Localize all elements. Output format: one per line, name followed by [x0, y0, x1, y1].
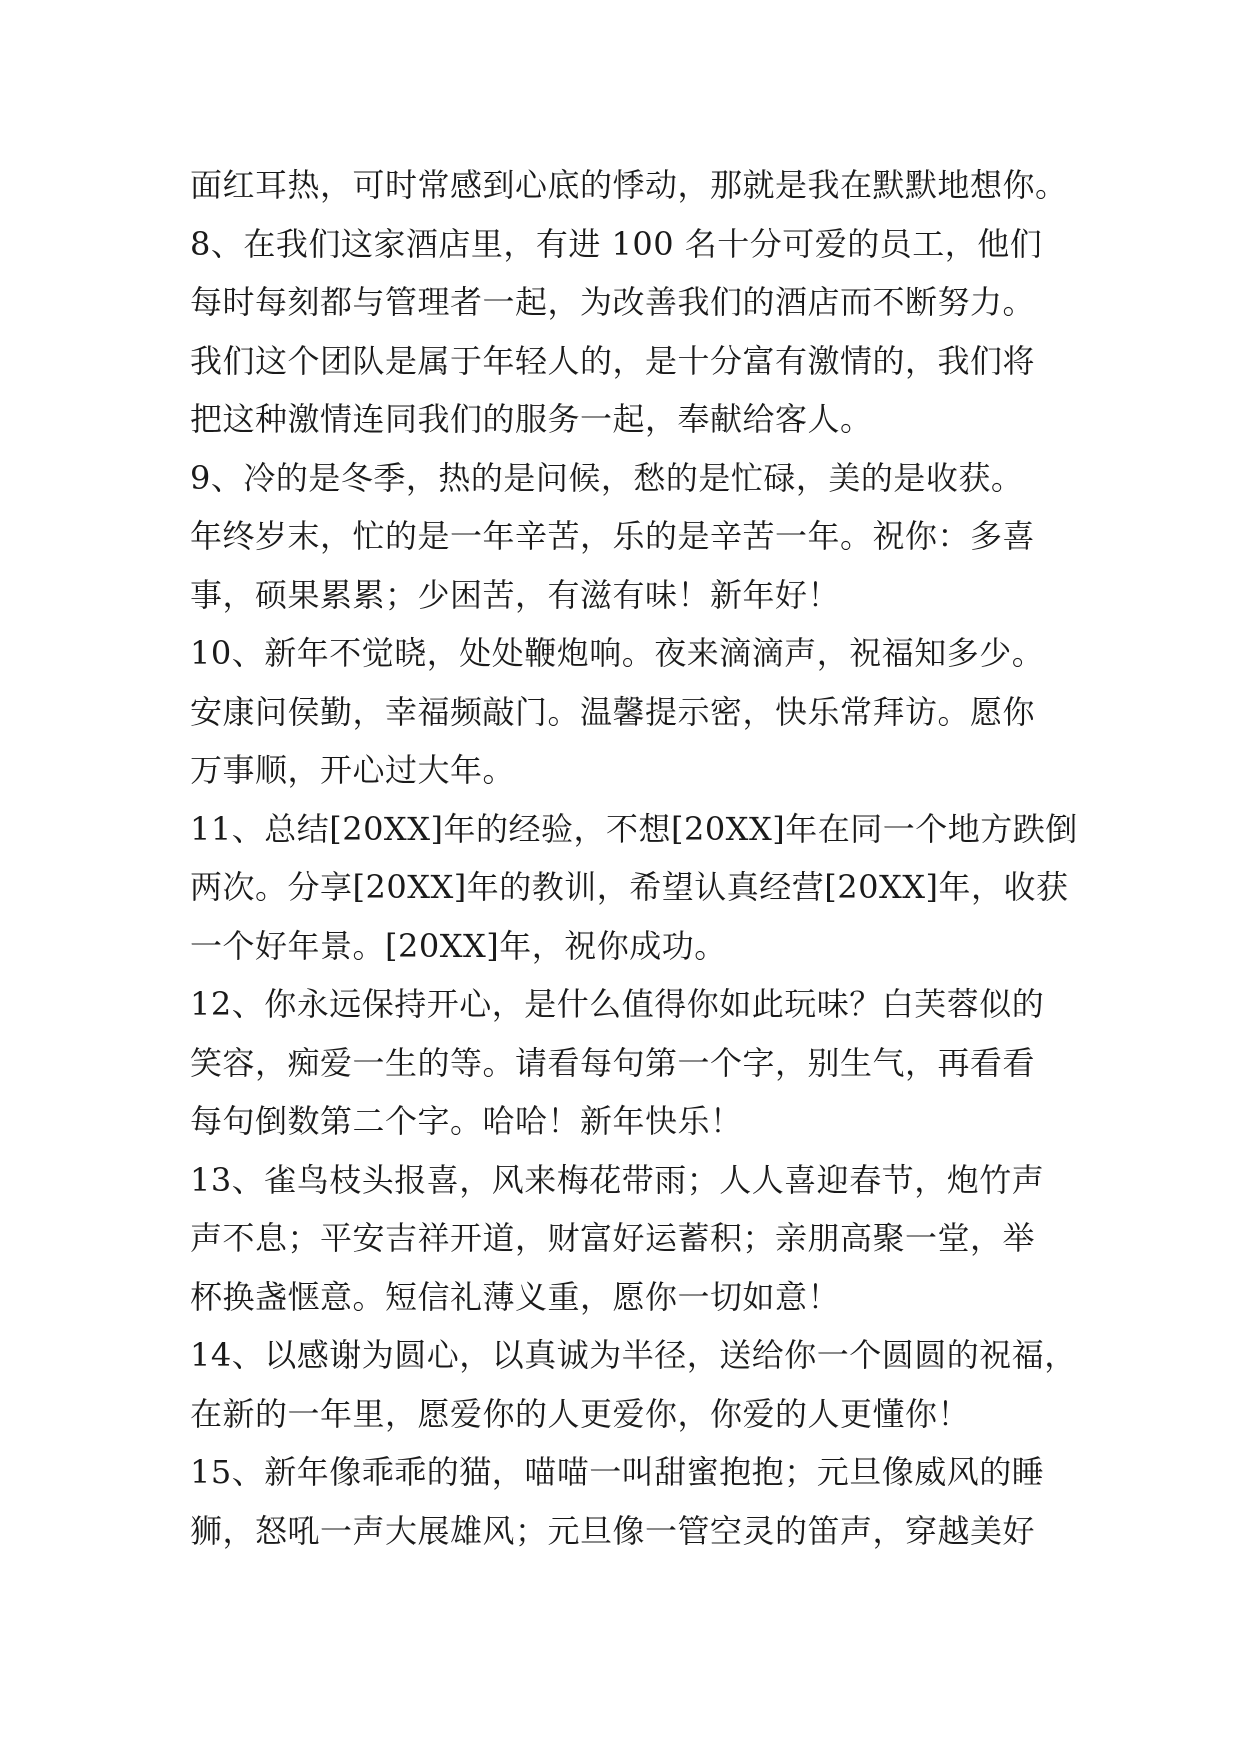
text-line: 杯换盏惬意。短信礼薄义重，愿你一切如意！ — [190, 1277, 841, 1316]
text-line: 12、你永远保持开心，是什么值得你如此玩味？白芙蓉似的 — [190, 985, 1045, 1023]
text-line: 每时每刻都与管理者一起，为改善我们的酒店而不断努力。 — [190, 283, 1036, 321]
text-line: 狮，怒吼一声大展雄风；元旦像一管空灵的笛声，穿越美好 — [190, 1511, 1036, 1550]
text-line: 年终岁末，忙的是一年辛苦，乐的是辛苦一年。祝你：多喜 — [190, 517, 1036, 555]
text-line: 声不息；平安吉祥开道，财富好运蓄积；亲朋高聚一堂，举 — [190, 1219, 1036, 1257]
text-line: 面红耳热，可时常感到心底的悸动，那就是我在默默地想你。 — [190, 166, 1068, 204]
text-line: 在新的一年里，愿爱你的人更爱你，你爱的人更懂你！ — [190, 1394, 971, 1433]
text-line: 笑容，痴爱一生的等。请看每句第一个字，别生气，再看看 — [190, 1043, 1036, 1082]
text-line: 8、在我们这家酒店里，有进 100 名十分可爱的员工，他们 — [190, 224, 1043, 263]
text-line: 9、冷的是冬季，热的是问候，愁的是忙碌，美的是收获。 — [190, 458, 1024, 497]
text-line: 安康问侯勤，幸福频敲门。温馨提示密，快乐常拜访。愿你 — [190, 692, 1036, 731]
text-line: 15、新年像乖乖的猫，喵喵一叫甜蜜抱抱；元旦像威风的睡 — [190, 1453, 1045, 1491]
text-line: 我们这个团队是属于年轻人的，是十分富有激情的，我们将 — [190, 341, 1036, 380]
text-line: 两次。分享[20XX]年的教训，希望认真经营[20XX]年，收获 — [190, 868, 1069, 906]
text-line: 把这种激情连同我们的服务一起，奉献给客人。 — [190, 400, 873, 438]
text-line: 13、雀鸟枝头报喜，风来梅花带雨；人人喜迎春节，炮竹声 — [190, 1160, 1045, 1199]
text-line: 11、总结[20XX]年的经验，不想[20XX]年在同一个地方跌倒 — [190, 809, 1078, 848]
text-line: 每句倒数第二个字。哈哈！新年快乐！ — [190, 1102, 743, 1140]
text-line: 14、以感谢为圆心，以真诚为半径，送给你一个圆圆的祝福， — [190, 1336, 1077, 1374]
text-line: 一个好年景。[20XX]年，祝你成功。 — [190, 926, 727, 965]
text-line: 10、新年不觉晓，处处鞭炮响。夜来滴滴声，祝福知多少。 — [190, 634, 1045, 672]
text-line: 万事顺，开心过大年。 — [190, 751, 516, 789]
text-line: 事，硕果累累；少困苦，有滋有味！新年好！ — [190, 575, 841, 614]
document-body — [190, 156, 1078, 1560]
